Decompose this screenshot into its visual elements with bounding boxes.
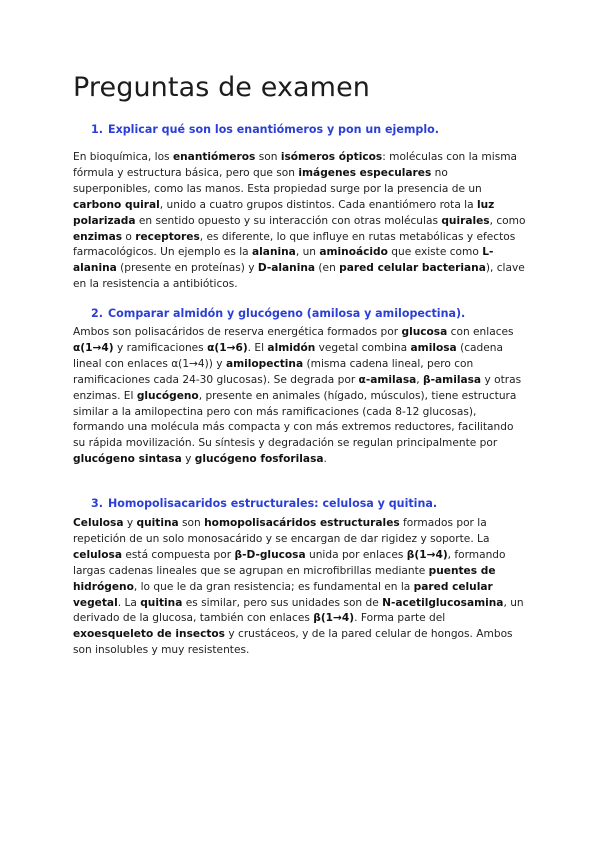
question-1-text: Explicar qué son los enantiómeros y pon un ejemplo. <box>108 123 440 136</box>
bold-term: almidón <box>267 341 316 354</box>
bold-term: imágenes especulares <box>298 166 432 179</box>
bold-term: Celulosa <box>73 517 124 529</box>
bold-term: exoesqueleto de insectos <box>73 628 225 641</box>
bold-term: celulosa <box>73 548 123 561</box>
bold-term: β-amilasa <box>423 373 482 386</box>
question-1-number: 1. <box>91 123 103 136</box>
bold-term: β(1→4) <box>406 548 448 561</box>
bold-term: β-D-glucosa <box>234 548 306 561</box>
bold-term: isómeros ópticos <box>280 151 383 163</box>
bold-term: glucosa <box>401 326 448 338</box>
bold-term: glucógeno <box>136 389 199 402</box>
question-3-heading <box>91 497 437 510</box>
bold-term: amilopectina <box>225 357 304 370</box>
bold-term: pared celular vegetal <box>73 580 493 609</box>
bold-term: quitina <box>140 596 183 609</box>
bold-term: luz polarizada <box>73 198 495 227</box>
question-2-heading <box>91 307 465 320</box>
bold-term: alanina <box>252 246 296 259</box>
question-3-number: 3. <box>91 497 103 510</box>
question-2-number: 2. <box>91 307 103 320</box>
bold-term: α(1→4) <box>73 341 114 354</box>
bold-term: pared celular bacteriana <box>339 262 486 275</box>
bold-term: D-alanina <box>257 262 316 275</box>
bold-term: N-acetilglucosamina <box>382 596 504 609</box>
answer-2-paragraph: Ambos son polisacáridos de reserva energética formados por glucosa con enlaces α(1→4) y ramificaciones α(1→6). El almidón vegetal combina amilosa (cadena lineal con enlaces α(1→4)) y amilopectina (misma cadena lineal, pero con ramificaciones cada 24-30 glucosas). Se degrada por α-amilasa, β-amilasa y otras enzimas. El glucógeno, presente en animales (hígado, músculos), tiene estructura similar a la amilopectina pero con más ramificaciones (cada 8-12 glucosas), formando una molécula más compacta y con más extremos reductores, facilitando su rápida movilización. Su síntesis y degradación se regulan principalmente por glucógeno sintasa y glucógeno fosforilasa. <box>73 326 522 466</box>
bold-term: enantiómeros <box>172 151 256 163</box>
bold-term: quirales <box>441 214 490 227</box>
bold-term: L-alanina <box>73 246 494 275</box>
bold-term: amilosa <box>410 341 457 354</box>
bold-term: carbono quiral <box>73 198 160 211</box>
bold-term: α-amilasa <box>358 373 417 386</box>
bold-term: receptores <box>135 230 200 243</box>
question-2-text: Comparar almidón y glucógeno (amilosa y amilopectina). <box>108 307 466 320</box>
question-3-text: Homopolisacaridos estructurales: celulosa y quitina. <box>108 497 438 510</box>
bold-term: α(1→6) <box>207 341 248 354</box>
bold-term: glucógeno fosforilasa <box>194 453 324 466</box>
bold-term: β(1→4) <box>313 612 355 625</box>
bold-term: homopolisacáridos estructurales <box>204 517 400 529</box>
answer-3-paragraph: Celulosa y quitina son homopolisacáridos estructurales formados por la repetición de un solo monosacárido y se encargan de dar rigidez y soporte. La celulosa está compuesta por β-D-glucosa unida por enlaces β(1→4), formando largas cadenas lineales que se agrupan en microfibrillas mediante puentes de hidrógeno, lo que le da gran resistencia; es fundamental en la pared celular vegetal. La quitina es similar, pero sus unidades son de N-acetilglucosamina, un derivado de la glucosa, también con enlaces β(1→4). Forma parte del exoesqueleto de insectos y crustáceos, y de la pared celular de hongos. Ambos son insolubles y muy resistentes. <box>73 517 524 657</box>
answer-1-paragraph: En bioquímica, los enantiómeros son isómeros ópticos: moléculas con la misma fórmula y estructura básica, pero que son imágenes especulares no superponibles, como las manos. Esta propiedad surge por la presencia de un carbono quiral, unido a cuatro grupos distintos. Cada enantiómero rota la luz polarizada en sentido opuesto y su interacción con otras moléculas quirales, como enzimas o receptores, es diferente, lo que influye en rutas metabólicas y efectos farmacológicos. Un ejemplo es la alanina, un aminoácido que existe como L-alanina (presente en proteínas) y D-alanina (en pared celular bacteriana), clave en la resistencia a antibióticos. <box>73 151 526 291</box>
question-1-heading <box>91 123 439 136</box>
bold-term: quitina <box>136 517 179 529</box>
bold-term: glucógeno sintasa <box>73 453 182 466</box>
page-title: Preguntas de examen <box>73 72 370 103</box>
bold-term: puentes de hidrógeno <box>73 564 496 593</box>
bold-term: aminoácido <box>319 246 388 259</box>
bold-term: enzimas <box>73 230 123 243</box>
